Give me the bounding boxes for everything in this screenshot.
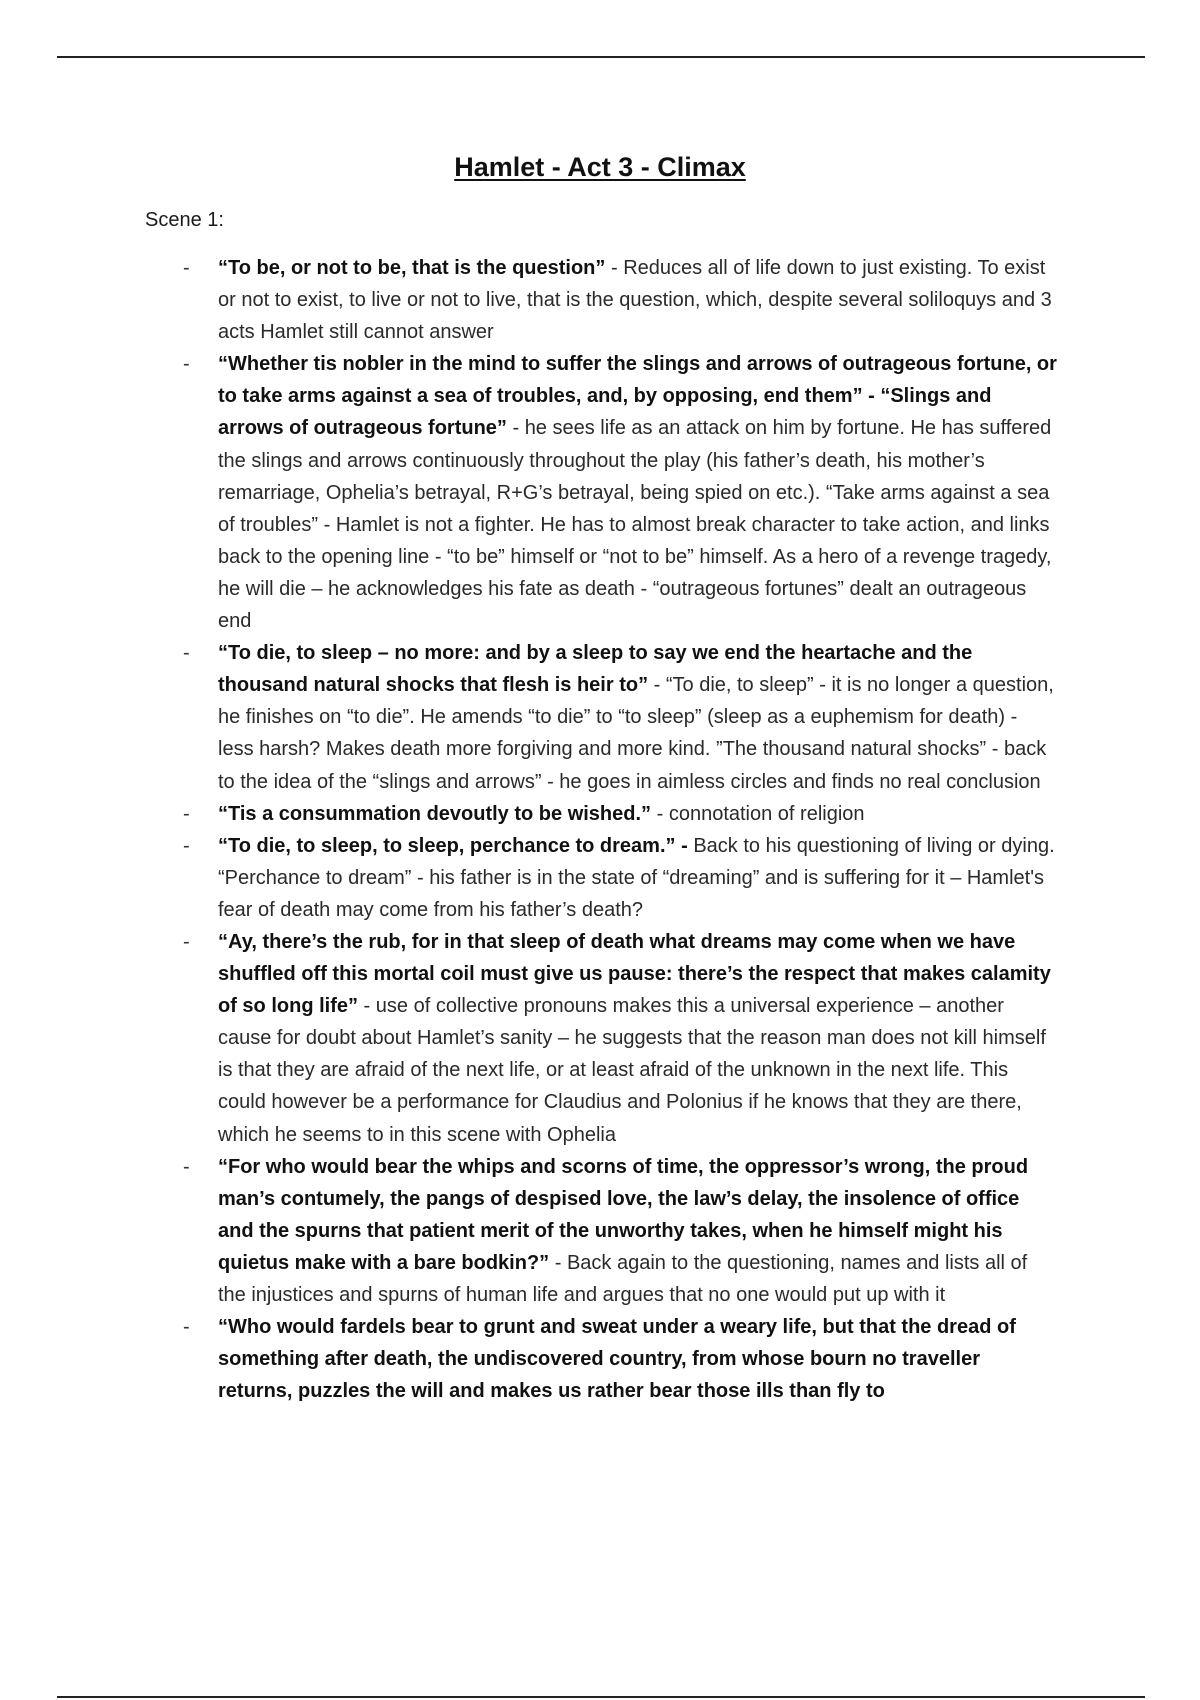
scene-label: Scene 1: — [145, 209, 224, 231]
quote-text: “Who would fardels bear to grunt and sweat under a weary life, but that the dread of something after death, the undiscovered country, from whose bourn no traveller returns, puzzles the will and makes us rather bear those ills than fly to — [218, 1316, 1016, 1403]
quote-text: “To die, to sleep, to sleep, perchance to dream.” - — [218, 834, 688, 857]
bullet-dash: - — [183, 1155, 190, 1178]
top-rule — [57, 56, 1145, 58]
quote-text: “Tis a consummation devoutly to be wished.” — [218, 802, 652, 825]
separator: - — [605, 257, 624, 279]
list-item — [0, 830, 1058, 926]
list-item — [0, 252, 1058, 348]
list-item — [0, 1311, 1058, 1407]
bullet-dash: - — [183, 802, 190, 825]
analysis-text: Back to his questioning of living or dying. “Perchance to dream” - his father is in the state of “dreaming” and is suffering for it – Hamlet's fear of death may come from his father’s death? — [218, 834, 1055, 921]
separator: - — [506, 417, 525, 440]
separator: - — [651, 802, 669, 825]
separator: - — [648, 674, 666, 697]
quote-text: “For who would bear the whips and scorns of time, the oppressor’s wrong, the proud man’s contumely, the pangs of despised love, the law’s delay, the insolence of office and the spurns that patient merit of the unworthy takes, when he himself might his quietus make with a bare bodkin?” — [218, 1155, 1029, 1274]
quote-text: “Ay, there’s the rub, for in that sleep of death what dreams may come when we have shuffled off this mortal coil must give us pause: there’s the respect that makes calamity of so long life” — [218, 930, 1051, 1018]
list-item — [0, 637, 1058, 797]
analysis-text: “To die, to sleep” - it is no longer a question, he finishes on “to die”. He amends “to die” to “to sleep” (sleep as a euphemism for death) - less harsh? Makes death more forgiving and more kind. ”The thousand natural shocks” - back to the idea of the “slings and arrows” - he goes in aimless circles and finds no real conclusion — [218, 674, 1054, 793]
bullet-dash: - — [183, 834, 190, 857]
quote-text: “To be, or not to be, that is the question” — [218, 257, 606, 279]
analysis-text: Reduces all of life down to just existing. To exist or not to exist, to live or not to live, that is the question, which, despite several soliloquys and 3 acts Hamlet still cannot answer — [218, 257, 1052, 344]
quote-text: “To die, to sleep – no more: and by a sleep to say we end the heartache and the thousand natural shocks that flesh is heir to” — [218, 642, 973, 697]
bullet-dash: - — [183, 353, 190, 376]
quote-text: “Whether tis nobler in the mind to suffer the slings and arrows of outrageous fortune, or to take arms against a sea of troubles, and, by opposing, end them” - “Slings and arrows of outrageous fortune” — [218, 353, 1057, 440]
analysis-text: use of collective pronouns makes this a universal experience – another cause for doubt about Hamlet’s sanity – he suggests that the reason man does not kill himself is that they are afraid of the next life, or at least afraid of the unknown in the next life. This could however be a performance for Claudius and Polonius if he knows that they are there, which he seems to in this scene with Ophelia — [218, 995, 1046, 1146]
separator: - — [358, 995, 376, 1018]
bottom-rule — [57, 1696, 1145, 1698]
analysis-text: connotation of religion — [668, 802, 865, 825]
analysis-text: he sees life as an attack on him by fortune. He has suffered the slings and arrows continuously throughout the play (his father’s death, his mother’s remarriage, Ophelia’s betrayal, R+G’s betrayal, being spied on etc.). “Take arms against a sea of troubles” - Hamlet is not a fighter. He has to almost break character to take action, and links back to the opening line - “to be” himself or “not to be” himself. As a hero of a revenge tragedy, he will die – he acknowledges his fate as death - “outrageous fortunes” dealt an outrageous end — [218, 417, 1052, 633]
separator: - — [549, 1251, 567, 1274]
list-item — [0, 798, 1058, 830]
list-item — [0, 1151, 1058, 1311]
bullet-dash: - — [183, 642, 190, 665]
page-title: Hamlet - Act 3 - Climax — [454, 152, 746, 182]
bullet-dash: - — [183, 930, 190, 953]
list-item — [0, 926, 1058, 1151]
analysis-text: Back again to the questioning, names and lists all of the injustices and spurns of human life and argues that no one would put up with it — [218, 1251, 1028, 1306]
bullet-dash: - — [183, 257, 190, 279]
list-item — [0, 348, 1058, 637]
quote-analysis-list — [0, 252, 1200, 1407]
bullet-dash: - — [183, 1316, 190, 1339]
